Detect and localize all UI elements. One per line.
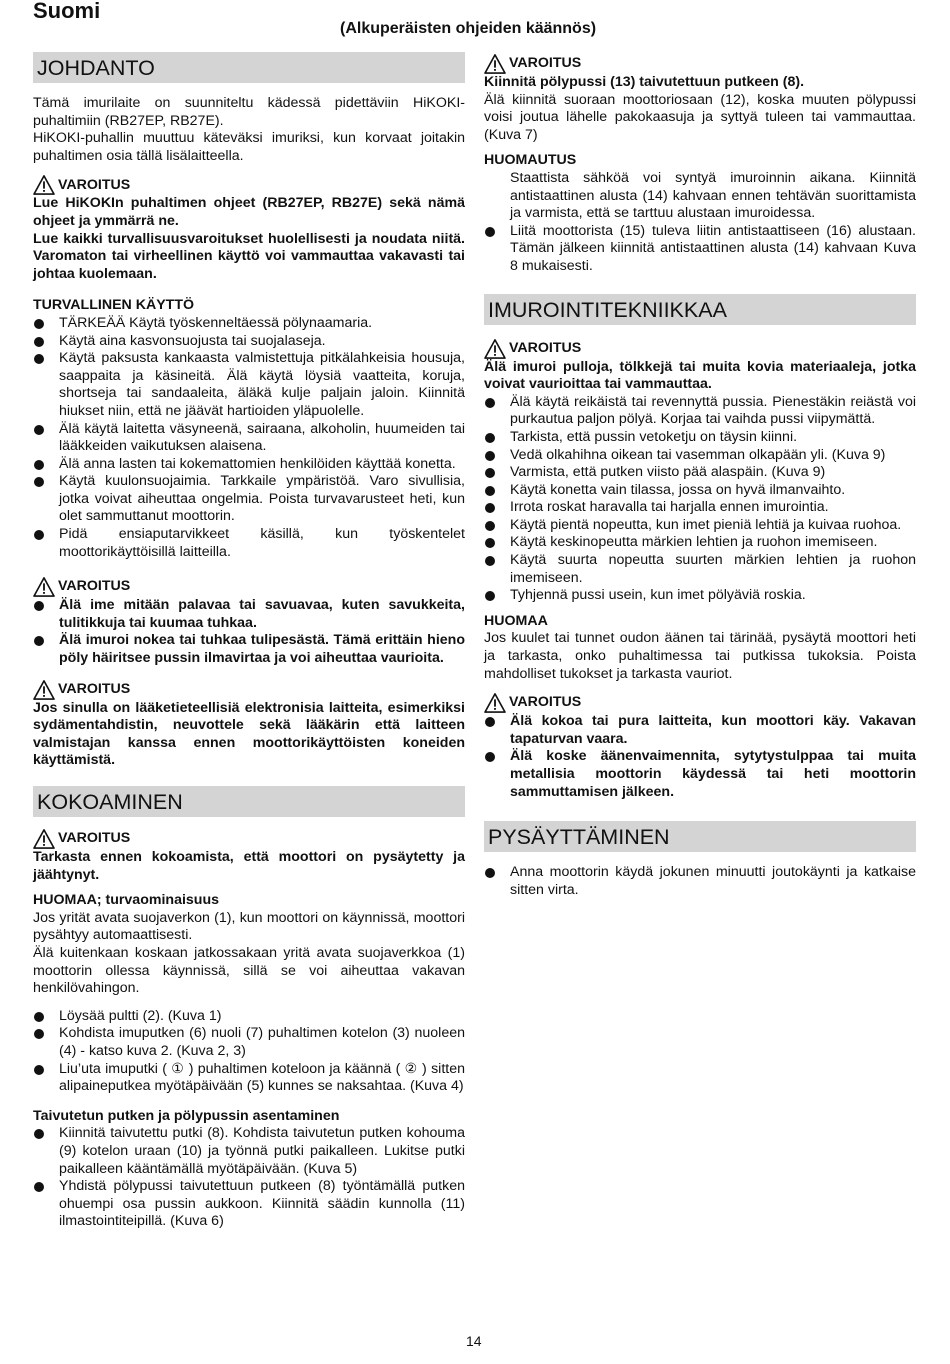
warning-text: Lue kaikki turvallisuusvaroitukset huolellisesti ja noudata niitä. Varomaton tai virheellinen käyttö voi vammauttaa vakavasti tai johtaa kuolemaan. bbox=[33, 230, 465, 282]
list-item: Käytä konetta vain tilassa, jossa on hyvä ilmanvaihto. bbox=[484, 482, 916, 500]
language-title: Suomi bbox=[33, 0, 101, 23]
warning-heading bbox=[484, 54, 916, 74]
list-item: Käytä pientä nopeutta, kun imet pieniä lehtiä ja kuivaa ruohoa. bbox=[484, 517, 916, 535]
list-item: Älä käytä reikäistä tai revennyttä pussia. Pienestäkin reiästä voi purkautua paljon pölyä. Korjaa tai vaihda pussi viipymättä. bbox=[484, 394, 916, 429]
intro-paragraph-2: HiKOKI-puhallin muuttuu käteväksi imuriksi, kun korvaat joitakin puhaltimen osia tällä lisälaitteella. bbox=[33, 130, 465, 164]
intro-paragraph-1: Tämä imurilaite on suunniteltu kädessä pidettäviin HiKOKI-puhaltimiin (RB27EP, RB27E). bbox=[33, 95, 465, 129]
warning-text: Älä kiinnitä suoraan moottoriosaan (12), koska muuten pölypussi voisi joutua lähelle pakokaasuja ja syttyä tuleen tai vammauttaa. (Kuva 7) bbox=[484, 91, 916, 143]
safe-use-list bbox=[33, 315, 465, 561]
warning-heading bbox=[484, 339, 916, 359]
list-item: Älä koske äänenvaimennita, sytytystulppaa tai muita metallisia moottorin käydessä tai heti moottorin sammuttamisen jälkeen. bbox=[484, 748, 916, 801]
note-paragraph-1: Jos yrität avata suojaverkon (1), kun moottori on käynnissä, moottori pysähtyy automaattisesti. bbox=[33, 909, 465, 944]
warning-label: VAROITUS bbox=[509, 55, 582, 72]
warning-label: VAROITUS bbox=[58, 680, 131, 697]
warning-list bbox=[33, 597, 465, 667]
list-item: Yhdistä pölypussi taivutettuun putkeen (8) työntämällä putken ohuempi osa pussin aukkoon. Kiinnitä säädin kunnolla (11) ilmastointiteipillä. (Kuva 6) bbox=[33, 1178, 465, 1231]
warning-triangle-icon bbox=[33, 175, 55, 195]
assembly-steps bbox=[33, 1008, 465, 1096]
safe-use-label: TURVALLINEN KÄYTTÖ bbox=[33, 297, 195, 314]
section-heading-pysayttaminen: PYSÄYTTÄMINEN bbox=[484, 821, 916, 852]
list-item: Liu’uta imuputki ( ① ) puhaltimen koteloon ja käännä ( ② ) sitten alipaineputkea myötäpäivään (5) kunnes se naksahtaa. (Kuva 4) bbox=[33, 1061, 465, 1096]
list-item: Käytä paksusta kankaasta valmistettuja pitkälahkeisia housuja, saappaita ja käsineitä. Älä käytä löysiä vaatteita, koruja, shortseja tai sandaaleita, äläkä kulje paljain jaloin. Kiinnitä hiukset niin, että ne jäävät hartioiden yläpuolelle. bbox=[33, 350, 465, 420]
list-item: Kohdista imuputken (6) nuoli (7) puhaltimen kotelon (3) nuoleen (4) - katso kuva 2. (Kuva 2, 3) bbox=[33, 1025, 465, 1060]
warning-label: VAROITUS bbox=[509, 339, 582, 356]
warning-bold-text: Kiinnitä pölypussi (13) taivutettuun putkeen (8). bbox=[484, 74, 805, 90]
list-item: Käytä aina kasvonsuojusta tai suojalaseja. bbox=[33, 333, 465, 351]
warning-text: Jos sinulla on lääketieteellisiä elektronisia laitteita, esimerkiksi sydämentahdistin, neuvottele sekä lääkärin että laitteen valmistajan kanssa ennen moottorikäyttöisten koneiden käyttämistä. bbox=[33, 699, 465, 769]
huomautus-label: HUOMAUTUS bbox=[484, 152, 577, 169]
list-item: Pidä ensiaputarvikkeet käsillä, kun työskentelet moottorikäyttöisillä laitteilla. bbox=[33, 526, 465, 561]
warning-heading bbox=[33, 577, 465, 597]
warning-text: Tarkasta ennen kokoamista, että moottori on pysäytetty ja jäähtynyt. bbox=[33, 849, 465, 883]
left-column bbox=[33, 52, 465, 1231]
warning-triangle-icon bbox=[484, 54, 506, 74]
right-column bbox=[484, 52, 916, 899]
section-heading-kokoaminen: KOKOAMINEN bbox=[33, 786, 465, 817]
list-item: Älä käytä laitetta väsyneenä, sairaana, alkoholin, huumeiden tai lääkkeiden vaikutuksen alaisena. bbox=[33, 421, 465, 456]
warning-heading bbox=[484, 693, 916, 713]
section-heading-imurointi: IMUROINTITEKNIIKKAA bbox=[484, 294, 916, 325]
warning-triangle-icon bbox=[484, 339, 506, 359]
note-paragraph-2: Älä kuitenkaan koskaan jatkossakaan yritä avata suojaverkkoa (1) moottorin ollessa käynnissä, sillä se voi aiheuttaa vakavan henkilövahingon. bbox=[33, 944, 465, 997]
page-number: 14 bbox=[466, 1333, 482, 1349]
list-item: Kiinnitä taivutettu putki (8). Kohdista taivutetun putken kohouma (9) kotelon uraan (10) ja työnnä putki paikalleen. Lukitse putki paikalleen kääntämällä myötäpäivään. (Kuva 5) bbox=[33, 1125, 465, 1178]
list-item: Käytä kuulonsuojaimia. Tarkkaile ympäristöä. Varo sivullisia, jotka voivat aiheuttaa ongelmia. Poista turvavarusteet heti, kun olet sammuttanut moottorin. bbox=[33, 473, 465, 526]
warning-heading bbox=[33, 175, 465, 195]
warning-label: VAROITUS bbox=[509, 694, 582, 711]
list-item: Älä kokoa tai pura laitteita, kun moottori käy. Vakavan tapaturvan vaara. bbox=[484, 713, 916, 748]
list-item: Käytä suurta nopeutta suurten märkien lehtien ja ruohon imemiseen. bbox=[484, 552, 916, 587]
list-item: Älä imuroi nokea tai tuhkaa tulipesästä. Tämä erittäin hieno pöly häiritsee pussin ilmavirtaa ja voi aiheuttaa vaurioita. bbox=[33, 632, 465, 667]
warning-triangle-icon bbox=[484, 693, 506, 713]
warning-text: Lue HiKOKIn puhaltimen ohjeet (RB27EP, RB27E) sekä nämä ohjeet ja ymmärrä ne. bbox=[33, 195, 465, 229]
note-label: HUOMAA; turvaominaisuus bbox=[33, 892, 220, 909]
warning-label: VAROITUS bbox=[58, 176, 131, 193]
warning-triangle-icon bbox=[33, 829, 55, 849]
list-item: Älä ime mitään palavaa tai savuavaa, kuten savukkeita, tulitikkuja tai kuumaa tuhkaa. bbox=[33, 597, 465, 632]
note-text: Jos kuulet tai tunnet oudon äänen tai tärinää, pysäytä moottori heti ja tarkasta, onko puhaltimessa tai putkissa tukoksia. Poista mahdolliset tukokset ja tarkasta vauriot. bbox=[484, 630, 916, 682]
list-item: Vedä olkahihna oikean tai vasemman olkapään yli. (Kuva 9) bbox=[484, 447, 916, 465]
stopping-list bbox=[484, 864, 916, 899]
list-item: TÄRKEÄÄ Käytä työskenneltäessä pölynaamaria. bbox=[33, 315, 465, 333]
warning-text: Älä imuroi pulloja, tölkkejä tai muita kovia materiaaleja, jotka voivat vaurioittaa tai vammauttaa. bbox=[484, 358, 916, 393]
warning-label: VAROITUS bbox=[58, 578, 131, 595]
subsection-label: Taivutetun putken ja pölypussin asentaminen bbox=[33, 1107, 340, 1124]
list-item: Tarkista, että pussin vetoketju on täysin kiinni. bbox=[484, 429, 916, 447]
list-item: Irrota roskat haravalla tai harjalla ennen imurointia. bbox=[484, 499, 916, 517]
list-item: Löysää pultti (2). (Kuva 1) bbox=[33, 1008, 465, 1026]
warning-triangle-icon bbox=[33, 680, 55, 700]
section-heading-johdanto: JOHDANTO bbox=[33, 52, 465, 83]
warning-heading bbox=[33, 829, 465, 849]
huomautus-intro: Staattista sähköä voi syntyä imuroinnin aikana. Kiinnitä antistaattinen alusta (14) kahvaan ennen tehtävän suorittamista ja varmista, että se tarttuu alustaan imuroidessa. bbox=[510, 169, 916, 222]
note-label: HUOMAA bbox=[484, 612, 548, 629]
subsection-steps bbox=[33, 1125, 465, 1231]
warning-label: VAROITUS bbox=[58, 830, 131, 847]
translation-note: (Alkuperäisten ohjeiden käännös) bbox=[340, 20, 597, 37]
warning-heading bbox=[33, 680, 465, 700]
list-item: Älä anna lasten tai kokemattomien henkilöiden käyttää konetta. bbox=[33, 456, 465, 474]
list-item: Liitä moottorista (15) tuleva liitin antistaattiseen (16) alustaan. Tämän jälkeen kiinnitä antistaattinen alusta (14) kahvaan Kuva 8 mukaisesti. bbox=[484, 223, 916, 276]
list-item: Käytä keskinopeutta märkien lehtien ja ruohon imemiseen. bbox=[484, 534, 916, 552]
huomautus-list bbox=[484, 223, 916, 276]
list-item: Anna moottorin käydä jokunen minuutti joutokäynti ja katkaise sitten virta. bbox=[484, 864, 916, 899]
list-item: Tyhjennä pussi usein, kun imet pölyäviä roskia. bbox=[484, 587, 916, 605]
warning-list bbox=[484, 713, 916, 801]
list-item: Varmista, että putken viisto pää alaspäin. (Kuva 9) bbox=[484, 464, 916, 482]
warning-triangle-icon bbox=[33, 577, 55, 597]
technique-list bbox=[484, 394, 916, 605]
